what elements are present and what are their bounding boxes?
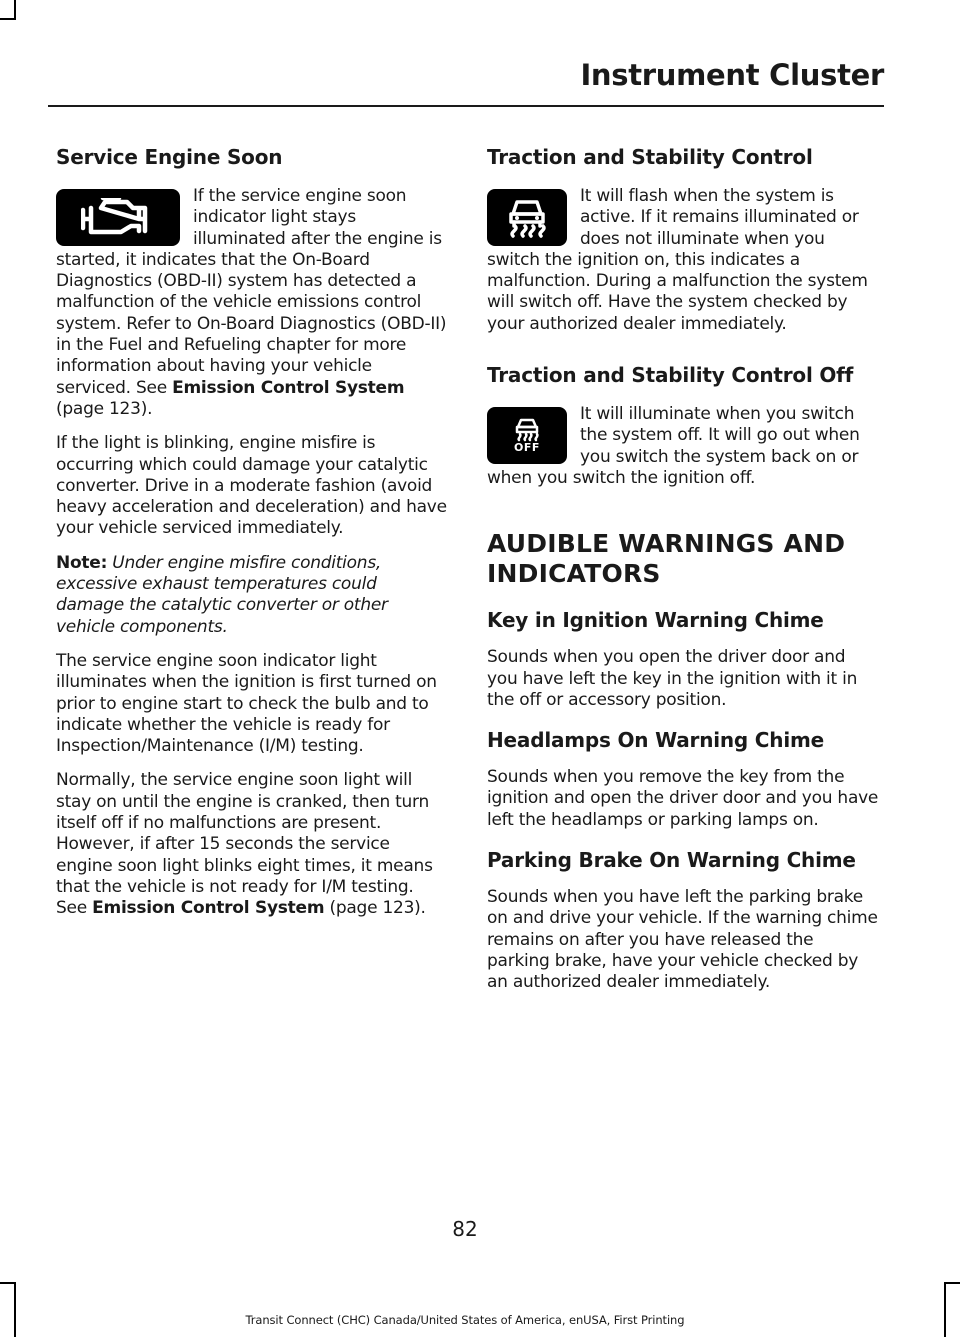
traction-control-off-icon xyxy=(487,407,567,464)
crop-mark xyxy=(0,1282,16,1284)
service-engine-paragraph-4: Normally, the service engine soon light will stay on until the engine is cranked, then turn itself off if no malfunctions are present. However, if after 15 seconds the service engine soon light blinks eight times, it means that the vehicle is not ready for I/M testing. See Emission Control System (page 123). xyxy=(56,770,433,919)
section-heading-traction-control: Traction and Stability Control xyxy=(487,145,813,169)
traction-control-icon xyxy=(487,189,567,246)
crop-mark xyxy=(14,1282,16,1337)
engine-outline-icon xyxy=(81,198,155,238)
crop-mark xyxy=(944,1282,946,1337)
check-engine-icon xyxy=(56,189,180,246)
service-engine-paragraph-2: If the light is blinking, engine misfire is occurring which could damage your catalytic converter. Drive in a moderate fashion (avoid heavy acceleration and deceleration) and have your vehicle serviced immediately. xyxy=(56,433,447,539)
section-heading-audible-warnings: AUDIBLE WARNINGS AND INDICATORS xyxy=(487,529,846,589)
crop-mark xyxy=(0,18,16,20)
crop-mark xyxy=(14,0,16,20)
off-label: OFF xyxy=(514,441,540,455)
emission-control-reference[interactable]: Emission Control System xyxy=(92,898,325,919)
left-column xyxy=(56,142,448,920)
section-heading-headlamps-on: Headlamps On Warning Chime xyxy=(487,728,824,753)
skidding-car-icon xyxy=(503,198,551,238)
right-column xyxy=(487,142,879,994)
section-heading-traction-control-off: Traction and Stability Control Off xyxy=(487,363,854,388)
section-heading-key-in-ignition: Key in Ignition Warning Chime xyxy=(487,608,824,633)
page-number: 82 xyxy=(452,1217,478,1241)
skidding-car-icon xyxy=(512,418,542,442)
service-engine-paragraph-1: If the service engine soon indicator light stays illuminated after the engine is started, it indicates that the On-Board Diagnostics (OBD-II) system has detected a malfunction of the vehicle emissions control system. Refer to On-Board Diagnostics (OBD-II) in the Fuel and Refueling chapter for more information about having your vehicle serviced. See Emission Control System (page 123). xyxy=(56,186,447,419)
publication-footer: Transit Connect (CHC) Canada/United States of America, enUSA, First Printing xyxy=(245,1313,685,1327)
service-engine-note: Note: Under engine misfire conditions, excessive exhaust temperatures could damage the catalytic converter or other vehicle components. xyxy=(56,552,388,637)
crop-mark xyxy=(944,1282,960,1284)
service-engine-paragraph-3: The service engine soon indicator light illuminates when the ignition is first turned on prior to engine start to check the bulb and to indicate whether the vehicle is ready for Inspection/Maintenance (I/M) testing. xyxy=(56,650,437,757)
traction-control-off-paragraph: OFF It will illuminate when you switch the system off. It will go out when you switch the system back on or when you switch the ignition off. xyxy=(487,404,860,488)
parking-brake-on-paragraph: Sounds when you have left the parking brake on and drive your vehicle. If the warning chime remains on after you have released the parking brake, have your vehicle checked by an authorized dealer immediately. xyxy=(487,887,878,993)
page-title: Instrument Cluster xyxy=(580,58,884,92)
key-in-ignition-paragraph: Sounds when you open the driver door and you have left the key in the ignition with it in the off or accessory position. xyxy=(487,647,858,710)
emission-control-reference[interactable]: Emission Control System xyxy=(172,377,405,398)
section-heading-service-engine-soon: Service Engine Soon xyxy=(56,145,283,169)
header-divider xyxy=(48,105,884,107)
traction-control-paragraph: It will flash when the system is active. If it remains illuminated or does not illuminate when you switch the ignition on, this indicates a malfunction. During a malfunction the system will switch off. Have the system checked by your authorized dealer immediately. xyxy=(487,186,868,334)
headlamps-on-paragraph: Sounds when you remove the key from the ignition and open the driver door and you have left the headlamps or parking lamps on. xyxy=(487,767,879,830)
section-heading-parking-brake-on: Parking Brake On Warning Chime xyxy=(487,848,856,873)
